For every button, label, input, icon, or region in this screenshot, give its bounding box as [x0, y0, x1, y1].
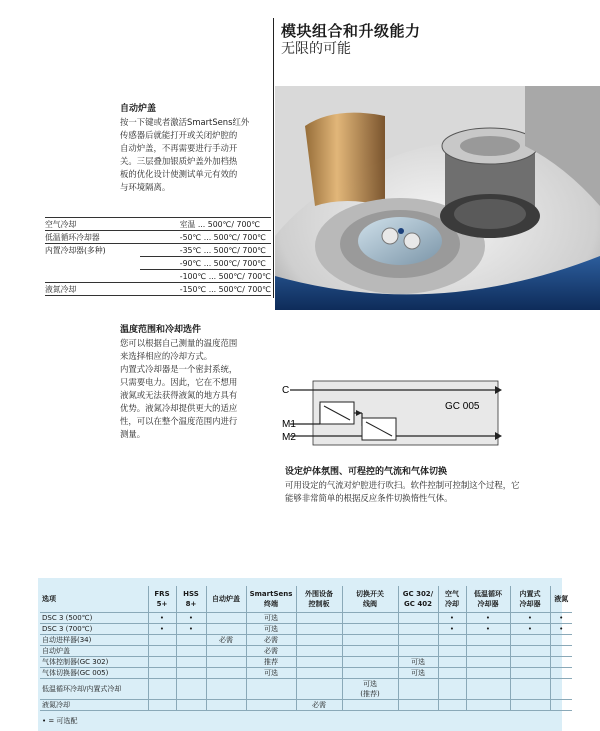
options-cell: [206, 699, 246, 710]
options-cell: [206, 612, 246, 623]
options-cell: 可选: [246, 623, 296, 634]
options-cell: [466, 667, 510, 678]
cooling-range: -50℃ ... 500℃/ 700℃: [140, 231, 271, 244]
options-header-cell: FRS 5+: [148, 586, 176, 612]
table-row: [40, 656, 572, 667]
options-cell: [466, 645, 510, 656]
options-cell: •: [438, 623, 466, 634]
options-cell: [296, 612, 342, 623]
options-cell: 气体切换器(GC 005): [40, 667, 148, 678]
options-cell: 可选: [246, 612, 296, 623]
table-row: [45, 283, 271, 296]
options-cell: [510, 678, 550, 699]
options-cell: 可选: [398, 667, 438, 678]
options-cell: [148, 645, 176, 656]
options-cell: [148, 634, 176, 645]
options-cell: [510, 699, 550, 710]
options-cell: 液氮冷却: [40, 699, 148, 710]
options-cell: [148, 678, 176, 699]
cooling-range: -100℃ ... 500℃/ 700℃: [140, 270, 271, 283]
options-cell: [342, 656, 398, 667]
temperature-line: 来选择相应的冷却方式。: [120, 351, 213, 361]
cooling-name: 内置冷却器(多种): [45, 244, 140, 257]
options-cell: 可选: [398, 656, 438, 667]
options-cell: 可选 (推荐): [342, 678, 398, 699]
table-row: [45, 270, 271, 283]
options-cell: [510, 667, 550, 678]
table-row: [40, 645, 572, 656]
gas-line: 可用设定的气流对炉腔进行吹扫。软件控制可控制这个过程，它: [285, 480, 520, 490]
options-cell: [296, 678, 342, 699]
table-row: [45, 244, 271, 257]
options-cell: 必需: [206, 634, 246, 645]
cooling-range: -90℃ ... 500℃/ 700℃: [140, 257, 271, 270]
temperature-line: 您可以根据自己测量的温度范围: [120, 338, 238, 348]
auto-lid-section: [120, 101, 270, 194]
options-cell: [550, 645, 572, 656]
table-row: [40, 612, 572, 623]
auto-lid-line: 与环境隔离。: [120, 182, 171, 192]
options-header-cell: 低温循环 冷却器: [466, 586, 510, 612]
auto-lid-line: 自动炉盖，不再需要进行手动开: [120, 143, 238, 153]
options-cell: 低温循环冷却/内置式冷却: [40, 678, 148, 699]
options-cell: [466, 634, 510, 645]
options-cell: [246, 699, 296, 710]
options-cell: [550, 699, 572, 710]
options-cell: 自动进样器(34): [40, 634, 148, 645]
temperature-section: [120, 322, 270, 441]
options-cell: [296, 634, 342, 645]
options-cell: [342, 645, 398, 656]
table-row: [45, 218, 271, 231]
options-cell: •: [550, 623, 572, 634]
auto-lid-text: [120, 116, 270, 194]
options-cell: [550, 678, 572, 699]
cooling-range-table: [45, 217, 271, 296]
table-row: [45, 257, 271, 270]
options-header-cell: SmartSens 终端: [246, 586, 296, 612]
options-cell: •: [148, 623, 176, 634]
cooling-name: 低温循环冷却器: [45, 231, 140, 244]
options-cell: [510, 656, 550, 667]
options-cell: 必需: [246, 634, 296, 645]
cooling-name: [45, 257, 140, 270]
options-cell: •: [466, 612, 510, 623]
options-cell: [176, 667, 206, 678]
furnace-photo: [275, 86, 600, 310]
options-cell: [296, 623, 342, 634]
options-header-cell: HSS 8+: [176, 586, 206, 612]
options-cell: [438, 656, 466, 667]
options-cell: [342, 623, 398, 634]
page-title: 模块组合和升级能力: [281, 22, 421, 40]
options-cell: 气体控制器(GC 302): [40, 656, 148, 667]
options-cell: [206, 623, 246, 634]
options-cell: [466, 678, 510, 699]
options-cell: 必需: [246, 645, 296, 656]
options-cell: DSC 3 (500℃): [40, 612, 148, 623]
page-subtitle: 无限的可能: [281, 41, 351, 57]
options-cell: 自动炉盖: [40, 645, 148, 656]
arrow-icon: [495, 432, 502, 440]
options-legend: • = 可选配: [42, 717, 78, 725]
options-header-cell: 自动炉盖: [206, 586, 246, 612]
auto-lid-line: 板的优化设计使测试单元有效的: [120, 169, 238, 179]
options-cell: [342, 612, 398, 623]
temperature-line: 只需要电力。因此，它在不想用: [120, 377, 238, 387]
temperature-line: 优势。液氮冷却提供更大的适应: [120, 403, 238, 413]
options-cell: 推荐: [246, 656, 296, 667]
options-cell: [510, 645, 550, 656]
options-header-cell: 内置式 冷却器: [510, 586, 550, 612]
options-cell: [176, 634, 206, 645]
options-cell: [398, 678, 438, 699]
label-m2: M2: [282, 432, 296, 443]
options-cell: [398, 699, 438, 710]
options-cell: [206, 645, 246, 656]
label-m1: M1: [282, 419, 296, 430]
options-header-cell: 液氮: [554, 594, 569, 603]
options-cell: •: [438, 612, 466, 623]
options-header-cell: 切换开关 线阀: [342, 586, 398, 612]
options-cell: 可选: [246, 667, 296, 678]
options-cell: [438, 678, 466, 699]
options-cell: •: [176, 612, 206, 623]
options-cell: [148, 699, 176, 710]
auto-lid-line: 关。三层叠加银质炉盖外加档热: [120, 156, 238, 166]
options-cell: [398, 623, 438, 634]
options-cell: [148, 656, 176, 667]
options-header-cell: 外围设备 控制板: [296, 586, 342, 612]
table-row: [40, 623, 572, 634]
options-cell: [438, 634, 466, 645]
options-cell: [296, 667, 342, 678]
options-cell: [466, 656, 510, 667]
options-cell: [466, 699, 510, 710]
options-cell: [176, 656, 206, 667]
options-cell: [206, 656, 246, 667]
options-cell: •: [176, 623, 206, 634]
auto-lid-line: 传感器后就能打开或关闭炉腔的: [120, 130, 238, 140]
temperature-text: [120, 337, 270, 441]
cooling-range: 室温 ... 500℃/ 700℃: [140, 218, 271, 231]
options-cell: [550, 634, 572, 645]
options-table: [40, 586, 572, 711]
options-cell: [398, 634, 438, 645]
cooling-range: -35℃ ... 500℃/ 700℃: [140, 244, 271, 257]
options-cell: [148, 667, 176, 678]
cooling-name: [45, 270, 140, 283]
table-row: [45, 231, 271, 244]
cooling-name: 空气冷却: [45, 218, 140, 231]
gas-heading: 设定炉体氛围、可程控的气流和气体切换: [285, 467, 448, 477]
gas-switch-diagram: [280, 376, 502, 452]
temperature-line: 内置式冷却器是一个密封系统，: [120, 364, 238, 374]
options-cell: [342, 699, 398, 710]
options-cell: •: [510, 612, 550, 623]
options-cell: •: [550, 612, 572, 623]
options-header-row: [40, 586, 572, 612]
options-cell: •: [148, 612, 176, 623]
table-row: [40, 699, 572, 710]
temperature-line: 液氮或无法获得液氮的地方具有: [120, 390, 238, 400]
options-cell: [550, 667, 572, 678]
options-cell: [342, 667, 398, 678]
options-cell: [438, 699, 466, 710]
gas-section: [285, 464, 575, 505]
table-row: [40, 678, 572, 699]
options-cell: [398, 645, 438, 656]
options-cell: [176, 678, 206, 699]
column-divider: [273, 18, 274, 298]
auto-lid-heading: 自动炉盖: [120, 104, 157, 114]
options-cell: [296, 656, 342, 667]
options-cell: 必需: [296, 699, 342, 710]
cooling-name: 液氮冷却: [45, 283, 140, 296]
options-cell: [398, 612, 438, 623]
options-cell: [176, 645, 206, 656]
table-row: [40, 634, 572, 645]
options-cell: [206, 667, 246, 678]
options-cell: •: [510, 623, 550, 634]
options-cell: DSC 3 (700℃): [40, 623, 148, 634]
temperature-line: 性，可以在整个温度范围内进行: [120, 416, 238, 426]
options-header-cell: GC 302/ GC 402: [398, 586, 438, 612]
options-header-cell: 空气 冷却: [438, 586, 466, 612]
cooling-range: -150℃ ... 500℃/ 700℃: [140, 283, 271, 296]
options-cell: [206, 678, 246, 699]
options-cell: [176, 699, 206, 710]
options-cell: [550, 656, 572, 667]
gas-line: 能够非常简单的根据反应条件切换惰性气体。: [285, 493, 453, 503]
table-row: [40, 667, 572, 678]
options-header-cell: 选项: [40, 586, 148, 612]
options-cell: [342, 634, 398, 645]
options-cell: [246, 678, 296, 699]
arrow-icon: [495, 386, 502, 394]
options-cell: [438, 667, 466, 678]
options-cell: [296, 645, 342, 656]
options-cell: •: [466, 623, 510, 634]
options-cell: [510, 634, 550, 645]
gas-text: [285, 479, 575, 505]
options-cell: [438, 645, 466, 656]
temperature-line: 测量。: [120, 429, 146, 439]
label-c: C: [282, 385, 290, 396]
device-label: GC 005: [445, 401, 480, 412]
temperature-heading: 温度范围和冷却选件: [120, 325, 202, 335]
auto-lid-line: 按一下键或者激活SmartSens红外: [120, 117, 250, 127]
